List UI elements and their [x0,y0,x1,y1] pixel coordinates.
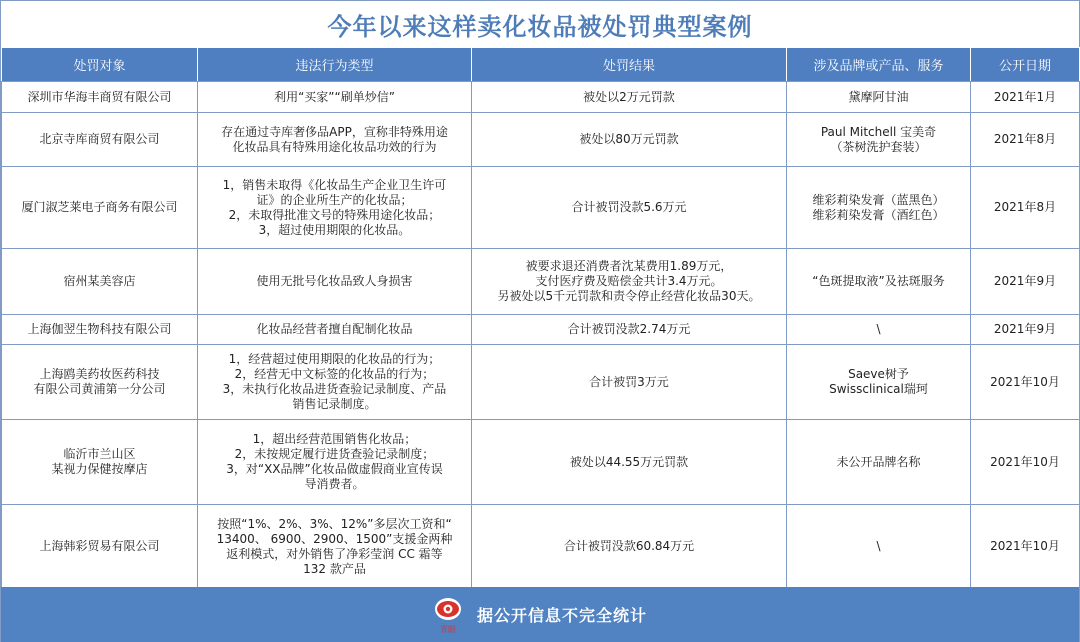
cell-date: 2021年9月 [971,315,1080,345]
cell-brand: 维彩莉染发膏（蓝黑色） 维彩莉染发膏（酒红色） [787,167,971,249]
page-title: 今年以来这样卖化妆品被处罚典型案例 [327,12,753,41]
cell-target: 上海伽翌生物科技有限公司 [2,315,198,345]
cell-brand: \ [787,505,971,589]
table-row [2,420,1080,505]
cell-brand: 未公开品牌名称 [787,420,971,505]
cell-violation: 按照“1%、2%、3%、12%”多层次工资和“ 13400、 6900、2900、1500”支援金两种 返利模式，对外销售了净彩莹润 CC 霜等 132 款产品 [198,505,472,589]
cell-penalty: 合计被罚没款5.6万元 [472,167,787,249]
cell-target: 宿州某美容店 [2,249,198,315]
cell-penalty: 被处以44.55万元罚款 [472,420,787,505]
column-header-target: 处罚对象 [2,48,198,82]
cell-target: 北京寺库商贸有限公司 [2,113,198,167]
table-row [2,315,1080,345]
table-row [2,505,1080,589]
cell-brand: Saeve树予 Swissclinical瑞珂 [787,345,971,420]
eye-logo-icon [433,595,463,635]
column-header-violation: 违法行为类型 [198,48,472,82]
table-row [2,345,1080,420]
table-header-row [2,48,1080,82]
cases-table [1,47,1080,589]
cell-brand: “色斑提取液”及祛斑服务 [787,249,971,315]
table-row [2,167,1080,249]
cell-penalty: 合计被罚没款2.74万元 [472,315,787,345]
cell-date: 2021年10月 [971,505,1080,589]
column-header-brand: 涉及品牌或产品、服务 [787,48,971,82]
cell-target: 上海韩彩贸易有限公司 [2,505,198,589]
cell-brand: \ [787,315,971,345]
cell-target: 上海鸥美药妆医药科技 有限公司黄浦第一分公司 [2,345,198,420]
cell-violation: 利用“买家”“刷单炒信” [198,82,472,113]
table-row [2,249,1080,315]
cell-penalty: 被要求退还消费者沈某费用1.89万元， 支付医疗费及赔偿金共计3.4万元。 另被处以5千元罚款和责令停止经营化妆品30天。 [472,249,787,315]
eye-logo-graphic [433,595,463,635]
cell-penalty: 被处以80万元罚款 [472,113,787,167]
cell-penalty: 合计被罚没款60.84万元 [472,505,787,589]
cell-violation: 使用无批号化妆品致人身损害 [198,249,472,315]
cell-date: 2021年8月 [971,167,1080,249]
cell-violation: 1，经营超过使用期限的化妆品的行为； 2，经营无中文标签的化妆品的行为； 3，未执行化妆品进货查验记录制度、产品 销售记录制度。 [198,345,472,420]
footer-note: 据公开信息不完全统计 [476,606,647,625]
cell-target: 临沂市兰山区 某视力保健按摩店 [2,420,198,505]
cell-date: 2021年8月 [971,113,1080,167]
cell-brand: Paul Mitchell 宝美奇 （茶树洗护套装） [787,113,971,167]
table-row [2,82,1080,113]
cell-violation: 化妆品经营者擅自配制化妆品 [198,315,472,345]
cell-penalty: 被处以2万元罚款 [472,82,787,113]
footer-bar [1,587,1079,642]
column-header-date: 公开日期 [971,48,1080,82]
table-row [2,113,1080,167]
logo-caption: 青眼 [439,624,456,634]
column-header-penalty: 处罚结果 [472,48,787,82]
title-bar [1,1,1079,47]
cell-violation: 1，销售未取得《化妆品生产企业卫生许可 证》的企业所生产的化妆品； 2，未取得批准文号的特殊用途化妆品； 3，超过使用期限的化妆品。 [198,167,472,249]
cell-target: 深圳市华海丰商贸有限公司 [2,82,198,113]
cell-date: 2021年1月 [971,82,1080,113]
cell-target: 厦门淑芝莱电子商务有限公司 [2,167,198,249]
cell-date: 2021年10月 [971,420,1080,505]
cell-penalty: 合计被罚3万元 [472,345,787,420]
cell-date: 2021年10月 [971,345,1080,420]
cell-date: 2021年9月 [971,249,1080,315]
cell-violation: 存在通过寺库奢侈品APP，宣称非特殊用途 化妆品具有特殊用途化妆品功效的行为 [198,113,472,167]
cell-brand: 黛摩阿甘油 [787,82,971,113]
cell-violation: 1，超出经营范围销售化妆品； 2，未按规定履行进货查验记录制度； 3，对“XX品牌”化妆品做虚假商业宣传误 导消费者。 [198,420,472,505]
